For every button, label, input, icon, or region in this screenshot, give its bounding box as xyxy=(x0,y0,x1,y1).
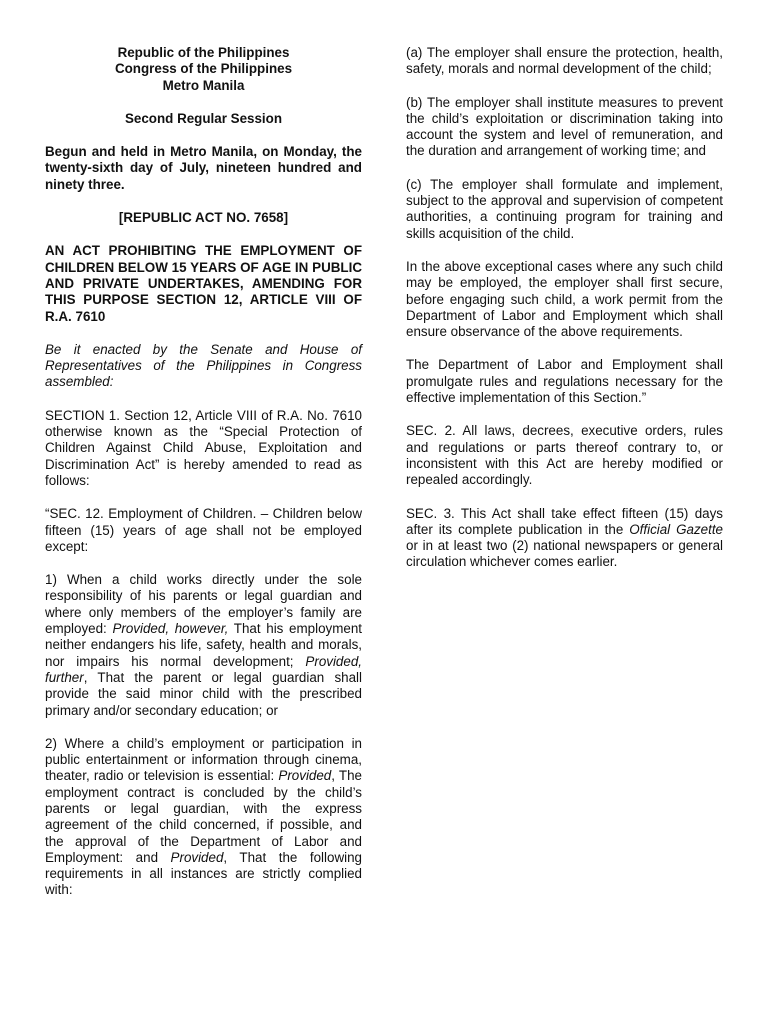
document-header xyxy=(45,45,362,94)
section-1: SECTION 1. Section 12, Article VIII of R.A. No. 7610 otherwise known as the “Special Protection of Children Against Child Abuse, Exploitation and Discrimination Act” is hereby amended to read as follows: xyxy=(45,407,362,488)
exception-item-1 xyxy=(45,572,362,719)
requirement-b: (b) The employer shall institute measures to prevent the child’s exploitation or discrimination taking into account the system and level of remuneration, and the duration and arrangement of working time; and xyxy=(406,94,723,159)
header-location: Metro Manila xyxy=(162,77,245,93)
item1-text-c: , That the parent or legal guardian shall provide the said minor child with the prescribed primary and/or secondary education; or xyxy=(45,669,362,718)
act-title: AN ACT PROHIBITING THE EMPLOYMENT OF CHILDREN BELOW 15 YEARS OF AGE IN PUBLIC AND PRIVATE UNDERTAKES, AMENDING FOR THIS PURPOSE SECTION 12, ARTICLE VIII OF R.A. 7610 xyxy=(45,243,362,324)
item2-text-b: , The employment contract is concluded by the child’s parents or legal guardian, with the express agreement of the child concerned, if possible, and the approval of the Department of Labor and Employment: and xyxy=(45,768,362,865)
item1-text-b: That his employment neither endangers his life, safety, health and morals, nor impairs his normal development; xyxy=(45,621,362,669)
item2-provided-2: Provided xyxy=(170,849,224,865)
section-3 xyxy=(406,506,723,571)
header-congress: Congress of the Philippines xyxy=(114,61,293,77)
session-title: Second Regular Session xyxy=(124,110,282,126)
exception-item-2 xyxy=(45,736,362,899)
requirement-a: (a) The employer shall ensure the protection, health, safety, morals and normal development of the child; xyxy=(406,45,723,77)
begun-statement: Begun and held in Metro Manila, on Monday, the twenty-sixth day of July, nineteen hundred and ninety three. xyxy=(45,144,362,192)
sec3-text-a: SEC. 3. This Act shall take effect fifteen (15) days after its complete publication in the xyxy=(406,505,723,537)
enacting-clause: Be it enacted by the Senate and House of Representatives of the Philippines in Congress assembled: xyxy=(45,341,362,390)
dole-rules: The Department of Labor and Employment shall promulgate rules and regulations necessary for the effective implementation of this Section.” xyxy=(406,357,723,406)
item2-text-c: , That the following requirements in all instances are strictly complied with: xyxy=(45,849,362,898)
exceptional-cases: In the above exceptional cases where any such child may be employed, the employer shall first secure, before engaging such child, a work permit from the Department of Labor and Employment which shall ensure observance of the above requirements. xyxy=(406,258,723,340)
sec-12-intro: “SEC. 12. Employment of Children. – Children below fifteen (15) years of age shall not be employed except: xyxy=(45,506,362,554)
requirement-c: (c) The employer shall formulate and implement, subject to the approval and supervision of competent authorities, a continuing program for training and skills acquisition of the child. xyxy=(406,176,723,241)
item1-provided-further: Provided, further xyxy=(45,653,362,685)
section-2: SEC. 2. All laws, decrees, executive orders, rules and regulations or parts thereof contrary to, or inconsistent with this Act are hereby modified or repealed accordingly. xyxy=(406,423,723,488)
sec3-text-b: or in at least two (2) national newspapers or general circulation whichever comes earlier. xyxy=(406,538,723,570)
item1-text-a: 1) When a child works directly under the sole responsibility of his parents or legal guardian and where only members of the employer’s family are employed: xyxy=(45,572,362,637)
item2-provided: Provided xyxy=(278,768,332,784)
item2-text-a: 2) Where a child’s employment or participation in public entertainment or information through cinema, theater, radio or television is essential: xyxy=(45,735,362,784)
left-column xyxy=(45,45,362,899)
item1-provided: Provided, however, xyxy=(112,621,229,637)
republic-act-number: [REPUBLIC ACT NO. 7658] xyxy=(118,210,289,226)
header-republic: Republic of the Philippines xyxy=(117,45,290,60)
official-gazette: Official Gazette xyxy=(629,521,723,537)
right-column xyxy=(406,45,723,571)
